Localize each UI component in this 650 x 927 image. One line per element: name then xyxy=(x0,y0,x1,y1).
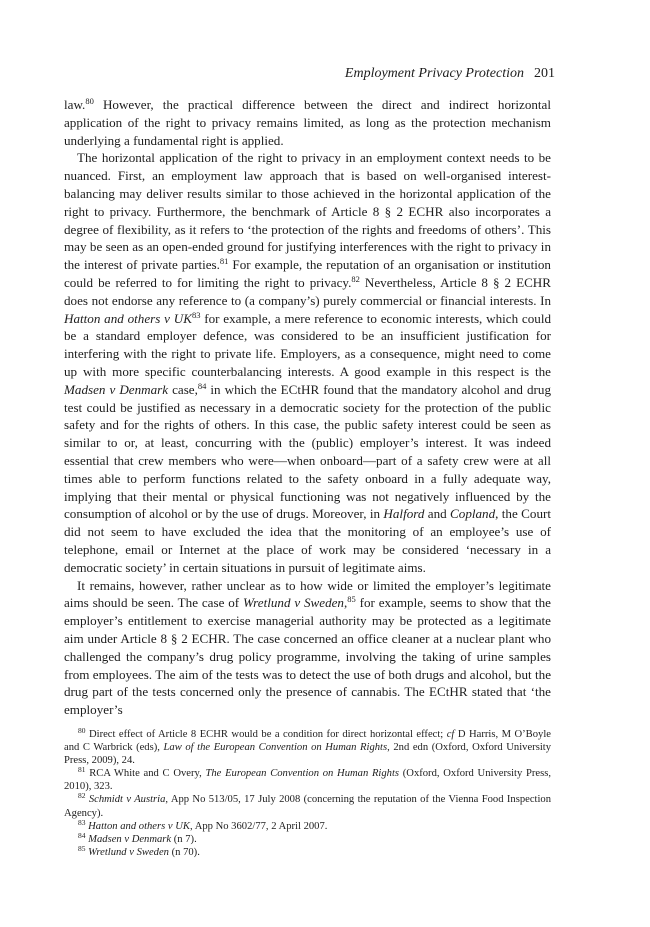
footnote-number: 80 xyxy=(78,726,86,735)
case-name: Hatton and others v UK xyxy=(64,310,192,326)
footnote-text: , App No 513/05, 17 July 2008 (concerning the reputation of the Vienna Food Inspection Agency). xyxy=(64,794,551,819)
case-name: Wretlund v Sweden xyxy=(242,595,344,611)
footnote-text: , 2nd edn (Oxford, Oxford University Press, 2009), 24. xyxy=(64,742,551,767)
footnote-85 xyxy=(64,843,551,859)
footnotes xyxy=(64,728,551,859)
paragraph-text: However, the practical difference between the direct and indirect horizontal application of the right to privacy remains limited, as long as the protection mechanism underlying a fundamental right is applied. xyxy=(64,97,551,148)
footnote-text: RCA White and C Overy, xyxy=(85,768,206,780)
case-name: Wretlund v Sweden xyxy=(88,846,169,858)
paragraph-text: law. xyxy=(64,97,86,112)
case-name: Madsen v Denmark xyxy=(88,833,172,845)
paragraph-text: for example, seems to show that the employer’s entitlement to exercise managerial authority may be protected as a legitimate aim under Article 8 § 2 ECHR. The case concerned an office cleaner at a nuclear plant who challenged the company’s drug policy programme, involving the taking of urine samples from employees. The aim of the tests was to detect the use of both drugs and alcohol, but the drug part of the tests concerned only the presence of cannabis. The ECtHR stated that ‘the employer’s xyxy=(64,595,551,718)
paragraph-text: and xyxy=(424,506,451,522)
paragraph-text: , xyxy=(343,595,348,611)
paragraph-text: It remains, however, rather unclear as to how wide or limited the employer’s legitimate aims should be seen. The case of xyxy=(64,577,551,611)
footnote-84 xyxy=(64,830,551,846)
footnote-80 xyxy=(64,728,551,767)
footnote-ref-82[interactable]: 82 xyxy=(351,273,360,284)
paragraph-1 xyxy=(64,96,551,149)
footnote-text: D Harris, M O’Boyle and C Warbrick (eds), xyxy=(64,729,551,754)
running-head xyxy=(64,66,555,82)
footnote-text: , App No 3602/77, 2 April 2007. xyxy=(189,820,328,832)
footnote-number: 81 xyxy=(78,765,86,775)
case-name: Halford xyxy=(383,506,425,522)
paragraph-text: , the Court did not seem to have excluded the idea that the monitoring of an employee’s use of telephone, email or Internet at the place of work may be considered ‘necessary in a democratic society’ in certain situations in pursuit of legitimate aims. xyxy=(64,506,551,575)
book-title: Law of the European Convention on Human Rights xyxy=(163,742,388,754)
footnote-number: 82 xyxy=(78,791,86,801)
paragraph-2 xyxy=(64,149,551,576)
paragraph-text: For example, the reputation of an organisation or institution could be referred to for limiting the right to privacy. xyxy=(64,257,551,290)
footnote-text: (Oxford, Oxford University Press, 2010), 323. xyxy=(64,768,552,793)
paragraph-text: for example, a mere reference to economic interests, which could be a standard employer defence, was considered to be an insufficient justification for interfering with the right to private life. Employers, as a consequence, might need to come up with more specific counterbalancing interests. A good example in this respect is the xyxy=(64,310,552,379)
paragraph-text: case, xyxy=(168,381,198,397)
footnote-ref-83[interactable]: 83 xyxy=(191,309,201,320)
paragraph-text: Nevertheless, Article 8 § 2 ECHR does not endorse any reference to (a company’s) purely commercial or financial interests. In xyxy=(64,274,551,308)
footnote-text: (n 7). xyxy=(171,833,197,845)
footnote-number: 83 xyxy=(78,817,86,827)
footnote-ref-84[interactable]: 84 xyxy=(197,380,207,391)
page-number: 201 xyxy=(534,66,555,81)
case-name: Hatton and others v UK xyxy=(88,820,190,832)
running-head-title: Employment Privacy Protection xyxy=(344,66,524,81)
paragraph-text: in which the ECtHR found that the mandatory alcohol and drug test could be justified as necessary in a democratic society for the protection of the public safety and for the rights of others. In this case, the public safety interest could be seen as similar to or, at least, concurring with the (public) employer’s interest. It was indeed essential that crew members who were—when onboard—part of a safety crew were at all times able to perform functions related to the safety onboard in a fully adequate way, implying that their mental or physical functioning was not negatively influenced by the consumption of alcohol or by the use of drugs. Moreover, in xyxy=(64,381,551,522)
case-name: Schmidt v Austria xyxy=(88,794,166,806)
footnote-number: 84 xyxy=(78,830,86,840)
case-name: Madsen v Denmark xyxy=(64,381,169,397)
main-text xyxy=(64,96,551,719)
paragraph-3 xyxy=(64,577,551,719)
footnote-signal: cf xyxy=(446,729,455,740)
case-name: Copland xyxy=(450,506,496,522)
footnote-text: Direct effect of Article 8 ECHR would be a condition for direct horizontal effect; xyxy=(85,729,447,740)
footnote-ref-81[interactable]: 81 xyxy=(219,256,229,267)
paragraph-text: The horizontal application of the right to privacy in an employment context needs to be nuanced. First, an employment law approach that is based on well-organised interest-balancing may deliver results similar to those achieved in the horizontal application of the right to privacy. Furthermore, the benchmark of Article 8 § 2 ECHR also incorporates a degree of flexibility, as it refers to ‘the protection of the rights and freedoms of others’. This may be seen as an open-ended ground for justifying interferences with the right to privacy in the interest of private parties. xyxy=(64,150,551,273)
footnote-83 xyxy=(64,817,551,833)
footnote-number: 85 xyxy=(78,843,86,853)
book-title: The European Convention on Human Rights xyxy=(205,768,400,780)
footnote-82 xyxy=(64,793,551,819)
footnote-81 xyxy=(64,767,551,793)
footnote-text: (n 70). xyxy=(168,846,200,858)
footnote-ref-80[interactable]: 80 xyxy=(85,96,94,106)
footnote-ref-85[interactable]: 85 xyxy=(347,594,356,605)
